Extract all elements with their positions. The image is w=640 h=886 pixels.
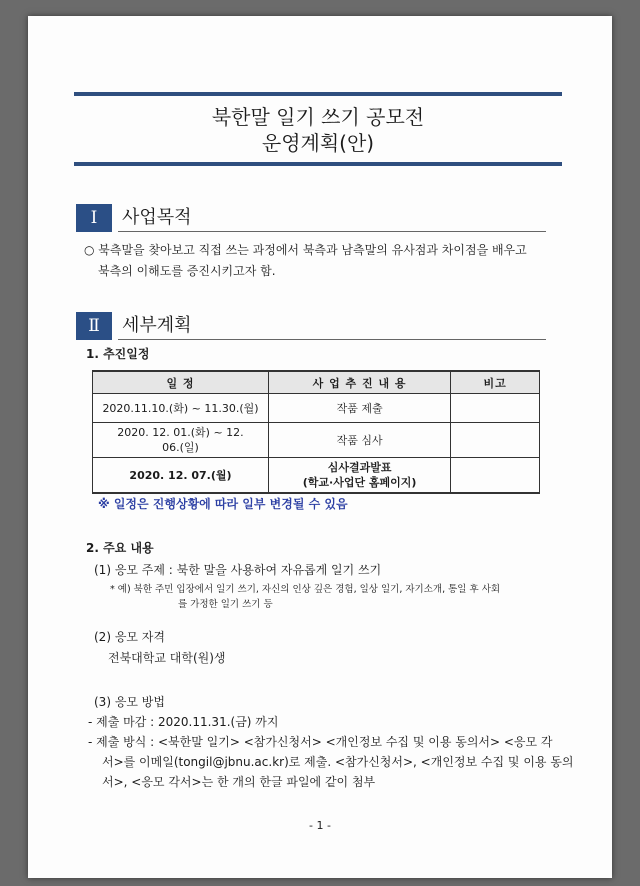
item2-eligibility-value: 전북대학교 대학(원)생 xyxy=(108,651,226,665)
row1-note xyxy=(451,394,540,423)
item3-deadline: - 제출 마감 : 2020.11.31.(금) 까지 xyxy=(88,715,279,729)
item3-submission-line-1: - 제출 방식 : <북한말 일기> <참가신청서> <개인정보 수집 및 이용 동의서> <응모 각 xyxy=(88,735,553,749)
table-row xyxy=(93,394,540,423)
purpose-line-1: ○ 북측말을 찾아보고 직접 쓰는 과정에서 북측과 남측말의 유사점과 차이점을 배우고 xyxy=(84,243,527,257)
table-row xyxy=(93,458,540,494)
row3-date: 2020. 12. 07.(월) xyxy=(93,458,269,494)
item2-eligibility: (2) 응모 자격 xyxy=(94,630,165,644)
schedule-notice: ※ 일정은 진행상황에 따라 일부 변경될 수 있음 xyxy=(98,497,348,511)
row2-note xyxy=(451,423,540,458)
row2-date-line2: 06.(일) xyxy=(162,441,199,454)
section-1-header xyxy=(76,204,546,232)
row2-content: 작품 심사 xyxy=(268,423,450,458)
table-row xyxy=(93,423,540,458)
row3-note xyxy=(451,458,540,494)
row1-date: 2020.11.10.(화) ~ 11.30.(월) xyxy=(93,394,269,423)
row3-content xyxy=(268,458,450,494)
section-2-title: 세부계획 xyxy=(122,315,192,336)
page-number: - 1 - xyxy=(309,819,331,832)
item1-example-line-1: * 예) 북한 주민 입장에서 일기 쓰기, 자신의 인상 깊은 경험, 일상 일기, 자기소개, 통일 후 사회 xyxy=(110,584,501,595)
title-rule-top xyxy=(74,92,562,96)
row1-content: 작품 제출 xyxy=(268,394,450,423)
section-1-title: 사업목적 xyxy=(122,207,192,228)
col-date-header: 일 정 xyxy=(93,371,269,394)
item1-example-line-2: 를 가정한 일기 쓰기 등 xyxy=(178,599,273,610)
title-rule-bottom xyxy=(74,162,562,166)
item3-method: (3) 응모 방법 xyxy=(94,695,165,709)
section-2-number: Ⅱ xyxy=(76,312,112,340)
row3-content-line2: (학교·사업단 홈페이지) xyxy=(302,476,417,489)
section-1-number: Ⅰ xyxy=(76,204,112,232)
row2-date-line1: 2020. 12. 01.(화) ~ 12. xyxy=(117,426,244,439)
main-content-heading: 2. 주요 내용 xyxy=(86,541,154,555)
document-title: 북한말 일기 쓰기 공모전 xyxy=(211,105,425,129)
purpose-line-2: 북측의 이해도를 증진시키고자 함. xyxy=(98,264,276,278)
col-content-header: 사 업 추 진 내 용 xyxy=(268,371,450,394)
document-page xyxy=(28,16,612,878)
col-note-header: 비고 xyxy=(451,371,540,394)
section-2-header xyxy=(76,312,546,340)
item3-submission-line-3: 서>, <응모 각서>는 한 개의 한글 파일에 같이 첨부 xyxy=(102,775,376,789)
title-block xyxy=(74,92,562,166)
schedule-table xyxy=(92,370,540,494)
row3-content-line1: 심사결과발표 xyxy=(327,461,392,474)
table-header-row xyxy=(93,371,540,394)
section-1-underline xyxy=(118,231,546,232)
section-2-underline xyxy=(118,339,546,340)
document-subtitle: 운영계획(안) xyxy=(261,131,375,155)
item3-submission-line-2: 서>를 이메일(tongil@jbnu.ac.kr)로 제출. <참가신청서>, <개인정보 수집 및 이용 동의 xyxy=(102,755,574,769)
item1-topic: (1) 응모 주제 : 북한 말을 사용하여 자유롭게 일기 쓰기 xyxy=(94,563,382,577)
row2-date xyxy=(93,423,269,458)
schedule-heading: 1. 추진일정 xyxy=(86,347,150,361)
